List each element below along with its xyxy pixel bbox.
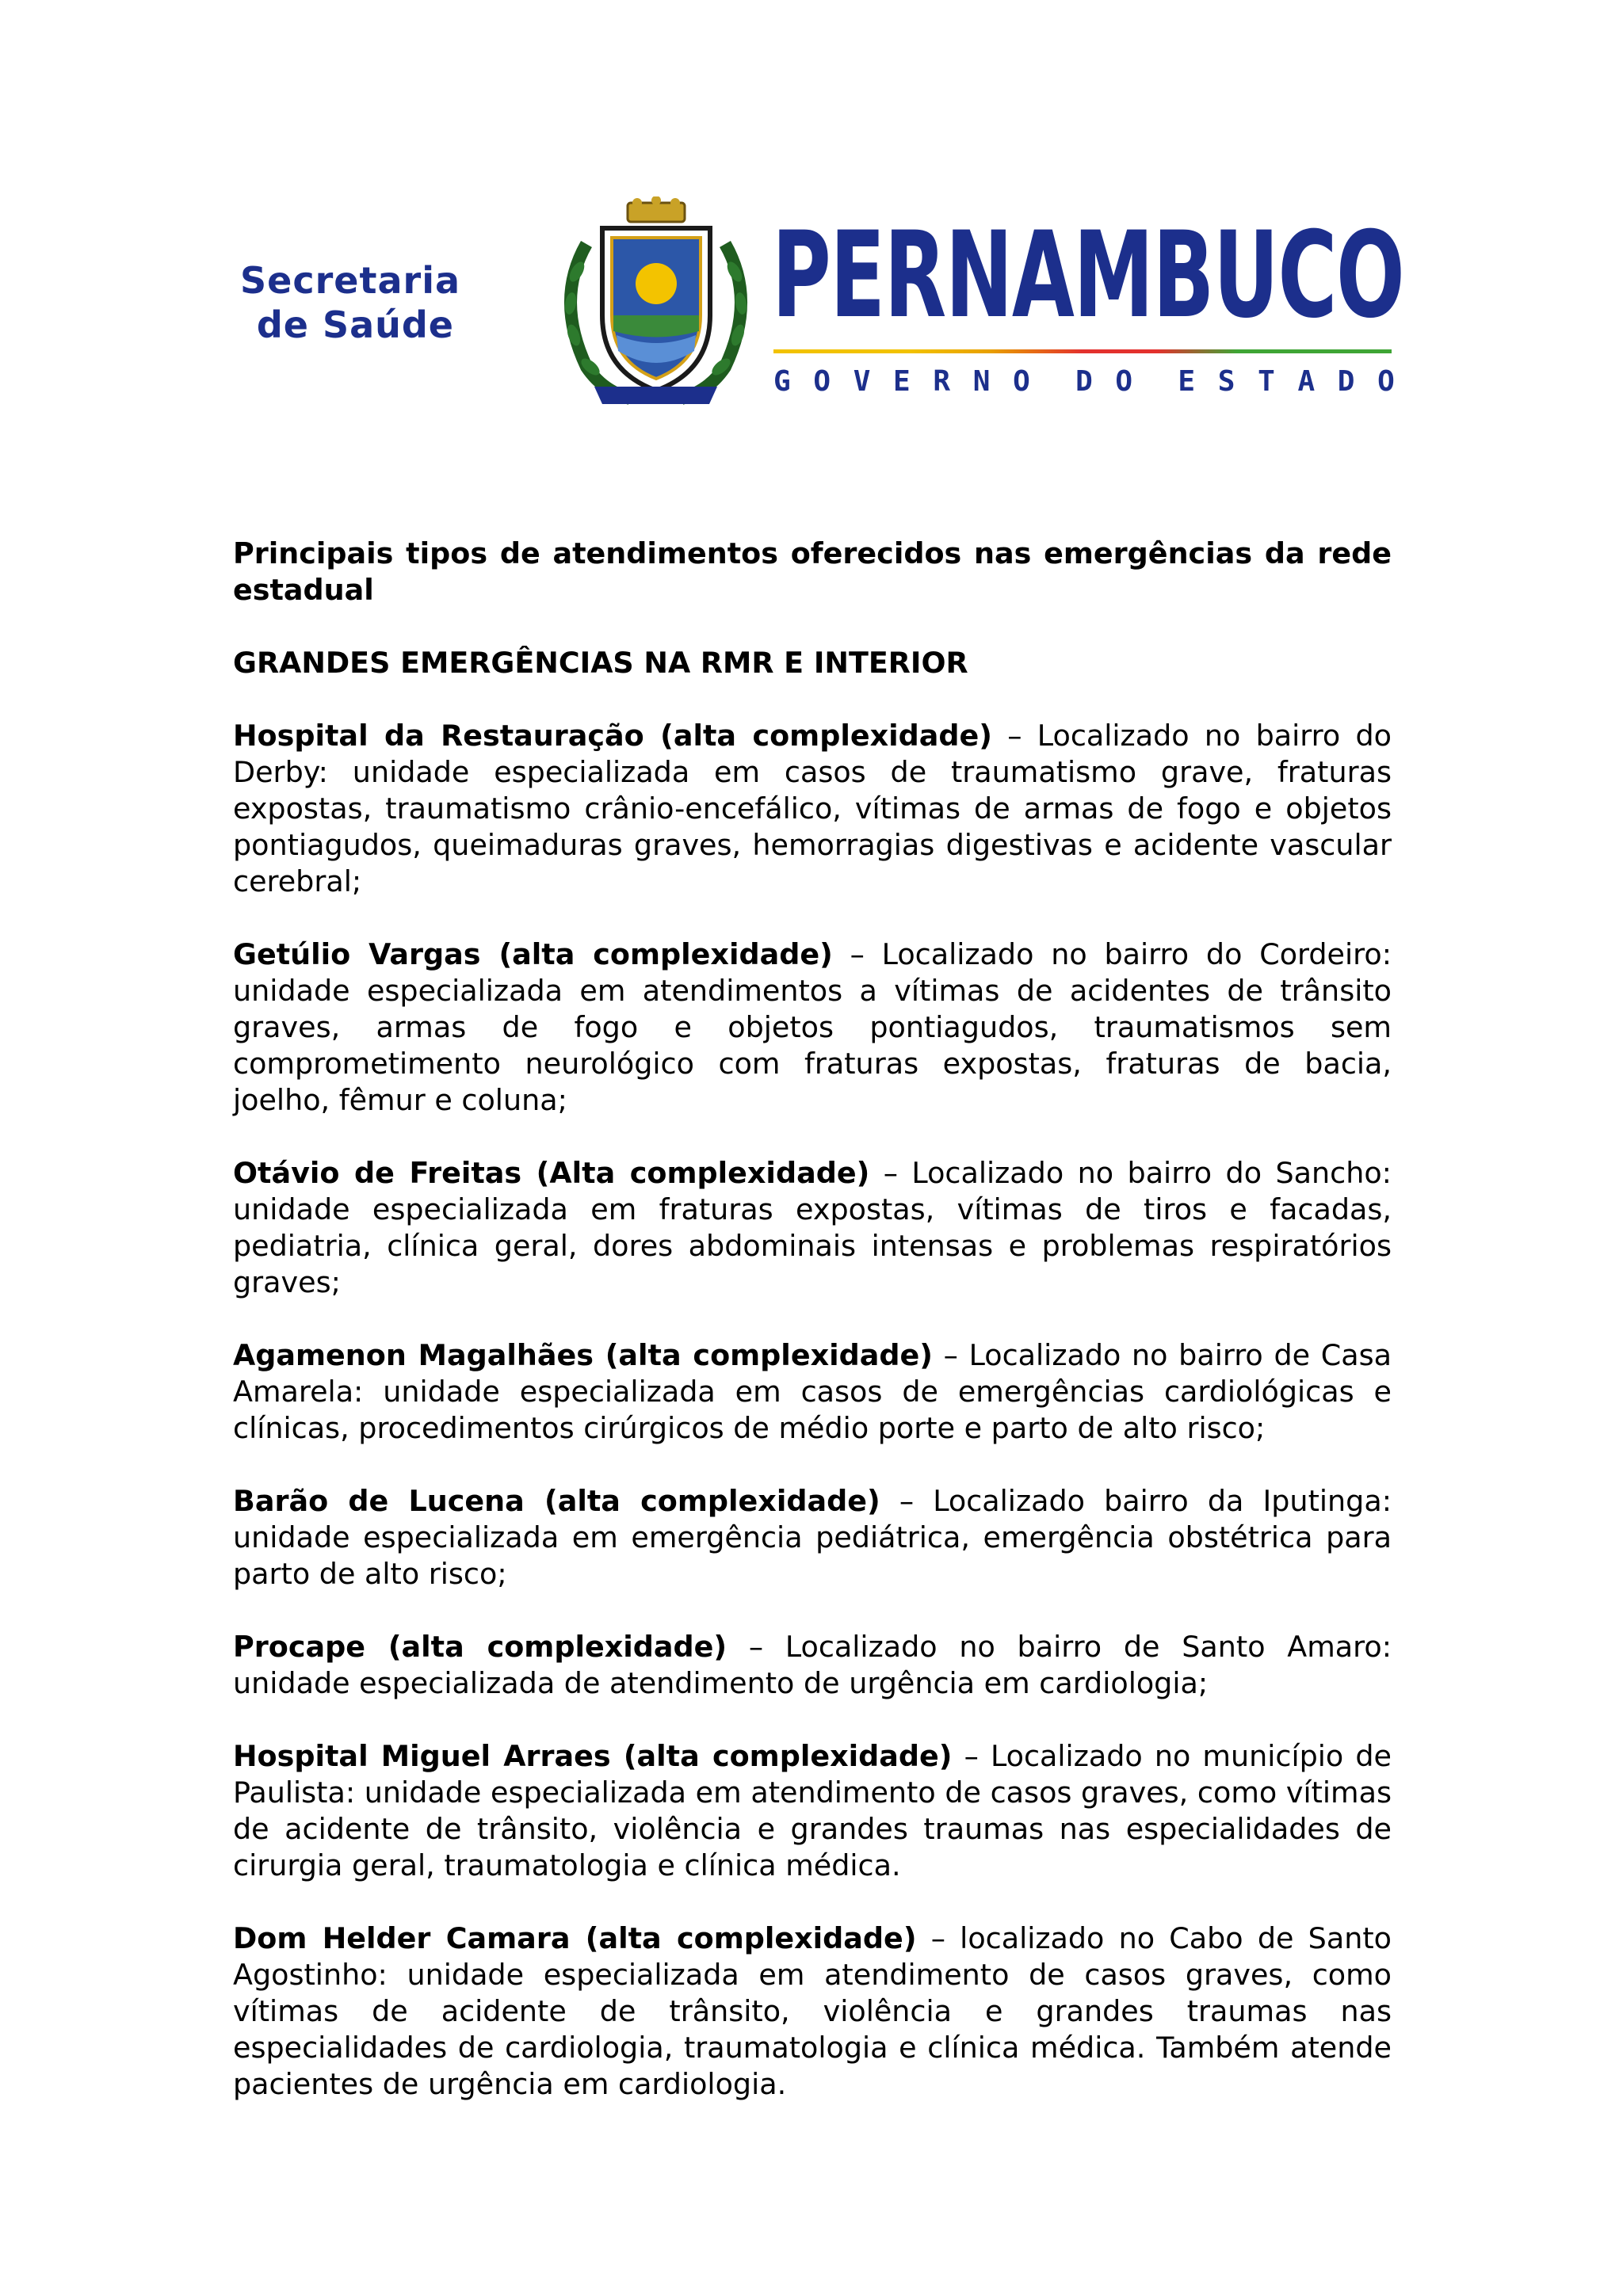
- list-item: [233, 1483, 1392, 1592]
- secretaria-line-1: Secretaria: [240, 259, 461, 302]
- list-item: [233, 718, 1392, 900]
- document-title: Principais tipos de atendimentos oferecidos nas emergências da rede estadual: [233, 536, 1392, 607]
- gov-letter: G: [773, 365, 791, 398]
- list-item: [233, 1920, 1392, 2103]
- gov-letter: A: [1297, 365, 1316, 398]
- section-heading: GRANDES EMERGÊNCIAS NA RMR E INTERIOR: [233, 646, 968, 680]
- gov-letter: E: [1178, 365, 1196, 398]
- document-body: [233, 536, 1392, 2139]
- list-item: [233, 1155, 1392, 1301]
- gov-letter: O: [813, 365, 831, 398]
- pernambuco-wordmark: PERNAMBUCO: [772, 207, 1404, 345]
- hospital-description: – Localizado no bairro de Santo Amaro: unidade especializada de atendimento de urgência em cardiologia;: [233, 1630, 1392, 1700]
- gov-letter: S: [1217, 365, 1235, 398]
- hospital-name: Hospital da Restauração (alta complexidade): [233, 719, 992, 753]
- list-item: [233, 936, 1392, 1119]
- secretaria-line-2: de Saúde: [256, 303, 454, 346]
- governo-do-estado-tagline: [773, 366, 1395, 398]
- coat-of-arms-icon: [555, 196, 757, 406]
- list-item: [233, 1738, 1392, 1884]
- hospital-name: Procape (alta complexidade): [233, 1630, 727, 1664]
- hospital-name: Barão de Lucena (alta complexidade): [233, 1484, 880, 1518]
- gov-letter: D: [1337, 365, 1355, 398]
- gov-letter: N: [972, 365, 991, 398]
- gov-letter: R: [933, 365, 951, 398]
- gov-letter: O: [1115, 365, 1133, 398]
- gov-letter: O: [1013, 365, 1030, 398]
- hospital-description: – localizado no Cabo de Santo Agostinho: unidade especializada em atendimento de casos graves, como vítimas de acidente de trânsito, violência e grandes traumas nas especialidades de cardiologia, traumatologia e clínica médica. Também atende pacientes de urgência em cardiologia.: [233, 1921, 1392, 2101]
- hospital-name: Otávio de Freitas (Alta complexidade): [233, 1156, 870, 1190]
- secretaria-de-saude-logo: [240, 258, 461, 347]
- gov-letter: E: [893, 365, 911, 398]
- gov-letter: V: [853, 365, 871, 398]
- gov-letter: D: [1075, 365, 1093, 398]
- hospital-description: – Localizado bairro da Iputinga: unidade especializada em emergência pediátrica, emergência obstétrica para parto de alto risco;: [233, 1484, 1392, 1591]
- list-item: [233, 1337, 1392, 1447]
- hospital-name: Dom Helder Camara (alta complexidade): [233, 1921, 917, 1955]
- hospital-description: – Localizado no bairro do Derby: unidade especializada em casos de traumatismo grave, fraturas expostas, traumatismo crânio-encefálico, vítimas de armas de fogo e objetos pontiagudos, queimaduras graves, hemorragias digestivas e acidente vascular cerebral;: [233, 719, 1392, 898]
- hospital-name: Agamenon Magalhães (alta complexidade): [233, 1338, 933, 1372]
- hospital-name: Getúlio Vargas (alta complexidade): [233, 937, 833, 971]
- gov-letter: O: [1377, 365, 1395, 398]
- hospital-name: Hospital Miguel Arraes (alta complexidade): [233, 1739, 953, 1773]
- flag-color-stripe: [773, 349, 1392, 353]
- hospital-description: – Localizado no bairro de Casa Amarela: unidade especializada em casos de emergências cardiológicas e clínicas, procedimentos cirúrgicos de médio porte e parto de alto risco;: [233, 1338, 1392, 1445]
- hospital-description: – Localizado no bairro do Cordeiro: unidade especializada em atendimentos a vítimas de acidentes de trânsito graves, armas de fogo e objetos pontiagudos, traumatismos sem comprometimento neurológico com fraturas expostas, fraturas de bacia, joelho, fêmur e coluna;: [233, 937, 1392, 1117]
- hospital-description: – Localizado no município de Paulista: unidade especializada em atendimento de casos graves, como vítimas de acidente de trânsito, violência e grandes traumas nas especialidades de cirurgia geral, traumatologia e clínica médica.: [233, 1739, 1392, 1882]
- list-item: [233, 1629, 1392, 1702]
- gov-letter: T: [1258, 365, 1275, 398]
- hospital-description: – Localizado no bairro do Sancho: unidade especializada em fraturas expostas, vítimas de tiros e facadas, pediatria, clínica geral, dores abdominais intensas e problemas respiratórios graves;: [233, 1156, 1392, 1299]
